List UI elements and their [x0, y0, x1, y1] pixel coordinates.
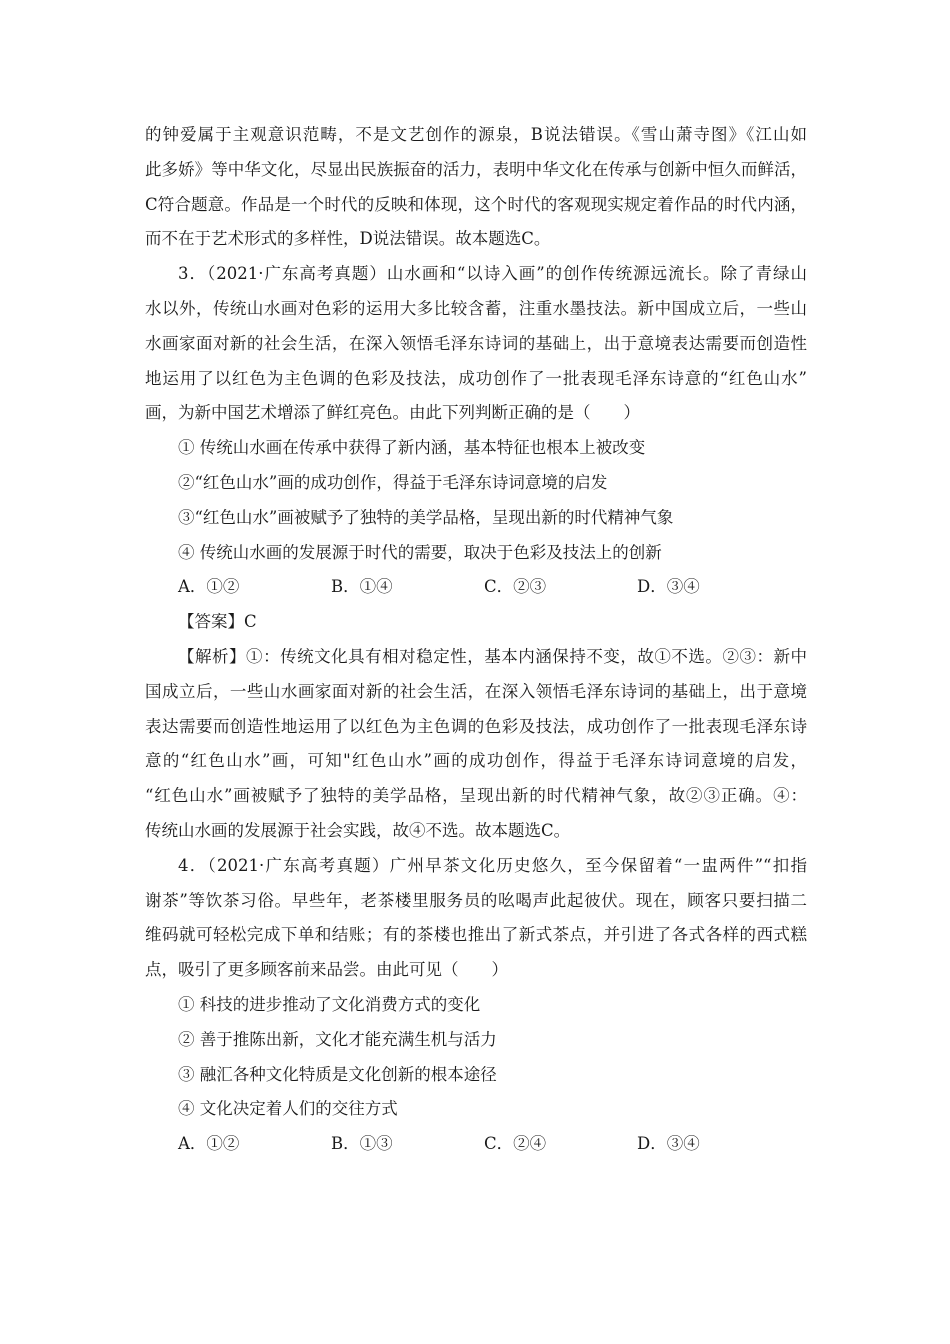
question-4-stem [145, 849, 807, 988]
text-line: 传统山水画的发展源于社会实践，故④不选。故本题选C。 [145, 820, 571, 840]
statement-3: ③ 融汇各种文化特质是文化创新的根本途径 [178, 1064, 497, 1084]
text-line: 4．（2021·广东高考真题）广州早茶文化历史悠久，至今保留着“一盅两件”“扣指 [178, 855, 807, 875]
option-d: D．③④ [637, 577, 700, 597]
statement-4: ④ 文化决定着人们的交往方式 [178, 1099, 398, 1119]
question-3 [145, 257, 807, 849]
text-line: 地运用了以红色为主色调的色彩及技法，成功创作了一批表现毛泽东诗意的“红色山水” [145, 368, 807, 388]
statement-1: ① 科技的进步推动了文化消费方式的变化 [178, 994, 481, 1014]
text-line: 3．（2021·广东高考真题）山水画和“以诗入画”的创作传统源远流长。除了青绿山 [178, 264, 807, 284]
statement-3: ③“红色山水”画被赋予了独特的美学品格，呈现出新的时代精神气象 [178, 507, 674, 527]
option-c: C．②③ [484, 577, 547, 597]
text-line: 此多娇》等中华文化，尽显出民族振奋的活力，表明中华文化在传承与创新中恒久而鲜活， [145, 159, 807, 179]
option-c: C．②④ [484, 1134, 547, 1154]
page-content [145, 118, 807, 1162]
statement-4: ④ 传统山水画的发展源于时代的需要，取决于色彩及技法上的创新 [178, 542, 662, 562]
text-line: 水画家面对新的社会生活，在深入领悟毛泽东诗词的基础上，出于意境表达需要而创造性 [145, 333, 807, 353]
text-line: C符合题意。作品是一个时代的反映和体现，这个时代的客观现实规定着作品的时代内涵， [145, 194, 807, 214]
text-line: 的钟爱属于主观意识范畴，不是文艺创作的源泉，B说法错误。《雪山萧寺图》《江山如 [145, 125, 807, 144]
option-d: D．③④ [637, 1134, 700, 1154]
question-4 [145, 849, 807, 1162]
question-3-stem [145, 257, 807, 431]
question-3-options [145, 570, 807, 605]
text-line: 国成立后，一些山水画家面对新的社会生活，在深入领悟毛泽东诗词的基础上，出于意境 [145, 681, 807, 701]
text-line: “红色山水”画被赋予了独特的美学品格，呈现出新的时代精神气象，故②③正确。④： [145, 786, 807, 806]
option-b: B．①④ [331, 577, 393, 597]
text-line: 意的“红色山水”画，可知"红色山水”画的成功创作，得益于毛泽东诗词意境的启发， [145, 751, 807, 771]
question-4-statements [145, 988, 807, 1127]
statement-2: ②“红色山水”画的成功创作，得益于毛泽东诗词意境的启发 [178, 472, 608, 492]
text-line: 点，吸引了更多顾客前来品尝。由此可见（ ） [145, 960, 508, 980]
text-line: 谢茶”等饮茶习俗。早些年，老茶楼里服务员的吆喝声此起彼伏。现在，顾客只要扫描二 [145, 890, 807, 910]
statement-2: ② 善于推陈出新，文化才能充满生机与活力 [178, 1029, 497, 1049]
text-line: 水以外，传统山水画对色彩的运用大多比较含蓄，注重水墨技法。新中国成立后，一些山 [145, 298, 807, 318]
text-line: 而不在于艺术形式的多样性，D说法错误。故本题选C。 [145, 229, 551, 249]
statement-1: ① 传统山水画在传承中获得了新内涵，基本特征也根本上被改变 [178, 438, 646, 458]
text-line: 表达需要而创造性地运用了以红色为主色调的色彩及技法，成功创作了一批表现毛泽东诗 [145, 716, 807, 736]
option-a: A．①② [178, 577, 240, 597]
option-b: B．①③ [331, 1134, 393, 1154]
option-a: A．①② [178, 1134, 240, 1154]
text-line: 【解析】①：传统文化具有相对稳定性，基本内涵保持不变，故①不选。②③：新中 [178, 646, 807, 666]
question-3-analysis [145, 640, 807, 849]
question-4-options [145, 1127, 807, 1162]
text-line: 维码就可轻松完成下单和结账；有的茶楼也推出了新式茶点，并引进了各式各样的西式糕 [145, 925, 807, 945]
text-line: 画，为新中国艺术增添了鲜红亮色。由此下列判断正确的是（ ） [145, 403, 640, 423]
prev-answer-analysis [145, 118, 807, 257]
question-3-answer: 【答案】C [178, 612, 257, 632]
question-3-statements [145, 431, 807, 570]
